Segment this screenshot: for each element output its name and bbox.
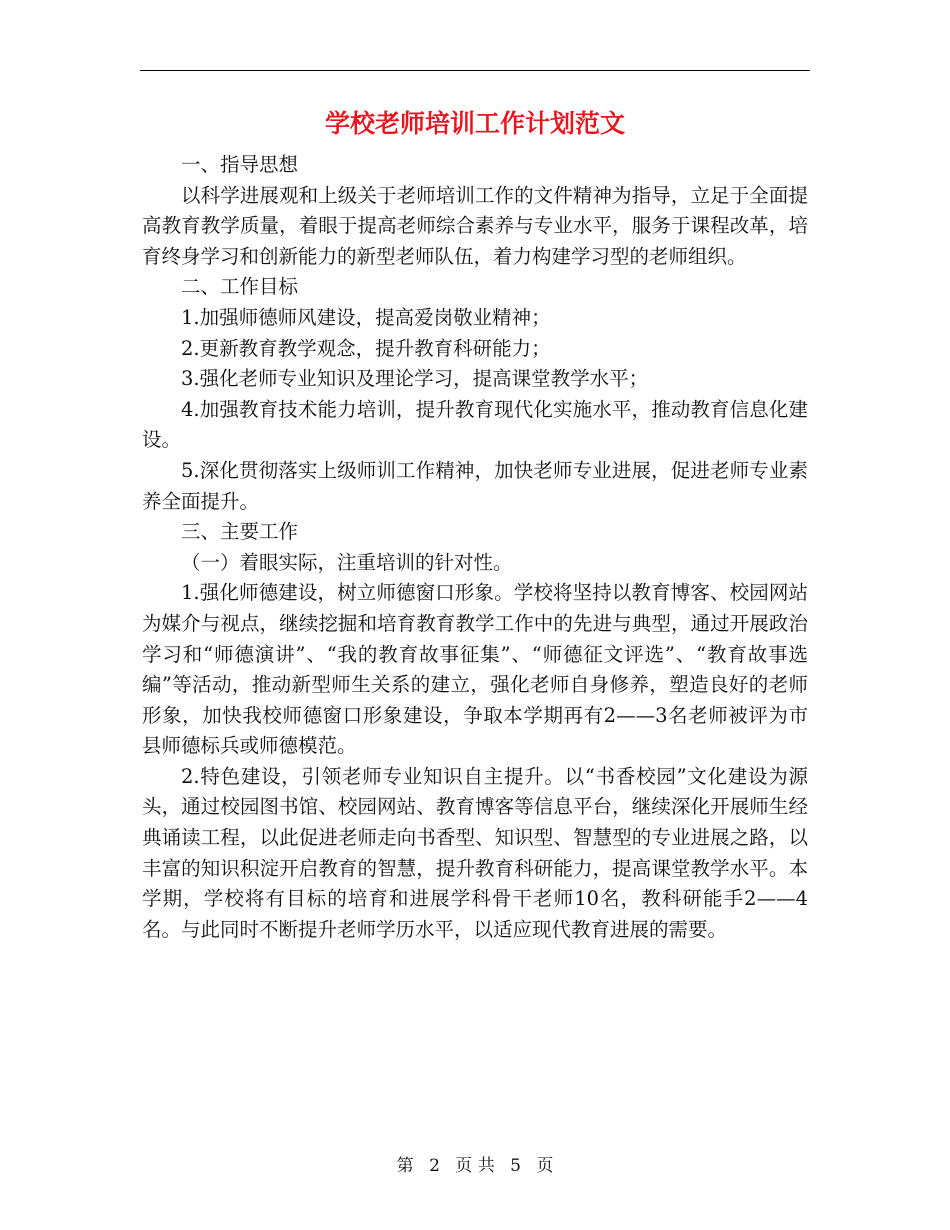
paragraph-feature-building: 2.特色建设，引领老师专业知识自主提升。以“书香校园”文化建设为源头，通过校园图书馆、校园网站、教育博客等信息平台，继续深化开展师生经典诵读工程，以此促进老师走向书香型、知识型、智慧型的专业进展之路，以丰富的知识积淀开启教育的智慧，提升教育科研能力，提高课堂教学水平。本学期，学校将有目标的培育和进展学科骨干老师10名，教科研能手2——4名。与此同时不断提升老师学历水平，以适应现代教育进展的需要。	[142, 764, 808, 941]
document-title: 学校老师培训工作计划范文	[324, 109, 625, 138]
footer-suffix: 页	[536, 1156, 554, 1176]
header-rule	[140, 70, 810, 71]
footer-middle: 页 共	[455, 1156, 495, 1176]
paragraph-guiding-ideology: 以科学进展观和上级关于老师培训工作的文件精神为指导，立足于全面提高教育教学质量，着眼于提高老师综合素养与专业水平，服务于课程改革，培育终身学习和创新能力的新型老师队伍，着力构建学习型的老师组织。	[142, 183, 808, 268]
footer-total-pages: 5	[510, 1156, 521, 1176]
page-footer	[0, 1154, 950, 1178]
paragraph-ethics-building: 1.强化师德建设，树立师德窗口形象。学校将坚持以教育博客、校园网站为媒介与视点，继续挖掘和培育教育教学工作中的先进与典型，通过开展政治学习和“师德演讲”、“我的教育故事征集”、“师德征文评选”、“教育故事选编”等活动，推动新型师生关系的建立，强化老师自身修养，塑造良好的老师形象，加快我校师德窗口形象建设，争取本学期再有2——3名老师被评为市县师德标兵或师德模范。	[142, 581, 808, 758]
goal-item-4: 4.加强教育技术能力培训，提升教育现代化实施水平，推动教育信息化建设。	[142, 397, 808, 452]
goal-item-2: 2.更新教育教学观念，提升教育科研能力；	[181, 336, 551, 360]
section-heading-work-goals: 二、工作目标	[181, 275, 299, 299]
goal-item-3: 3.强化老师专业知识及理论学习，提高课堂教学水平；	[181, 367, 649, 391]
goal-item-1: 1.加强师德师风建设，提高爱岗敬业精神；	[181, 305, 551, 329]
document-body	[142, 150, 808, 945]
section-heading-guiding-ideology: 一、指导思想	[181, 153, 299, 176]
footer-page-number: 2	[429, 1156, 440, 1176]
subsection-heading-1: （一）着眼实际，注重培训的针对性。	[181, 550, 513, 574]
goal-item-5: 5.深化贯彻落实上级师训工作精神，加快老师专业进展，促进老师专业素养全面提升。	[142, 458, 808, 513]
section-heading-main-work: 三、主要工作	[181, 520, 299, 544]
footer-prefix: 第	[396, 1156, 414, 1176]
